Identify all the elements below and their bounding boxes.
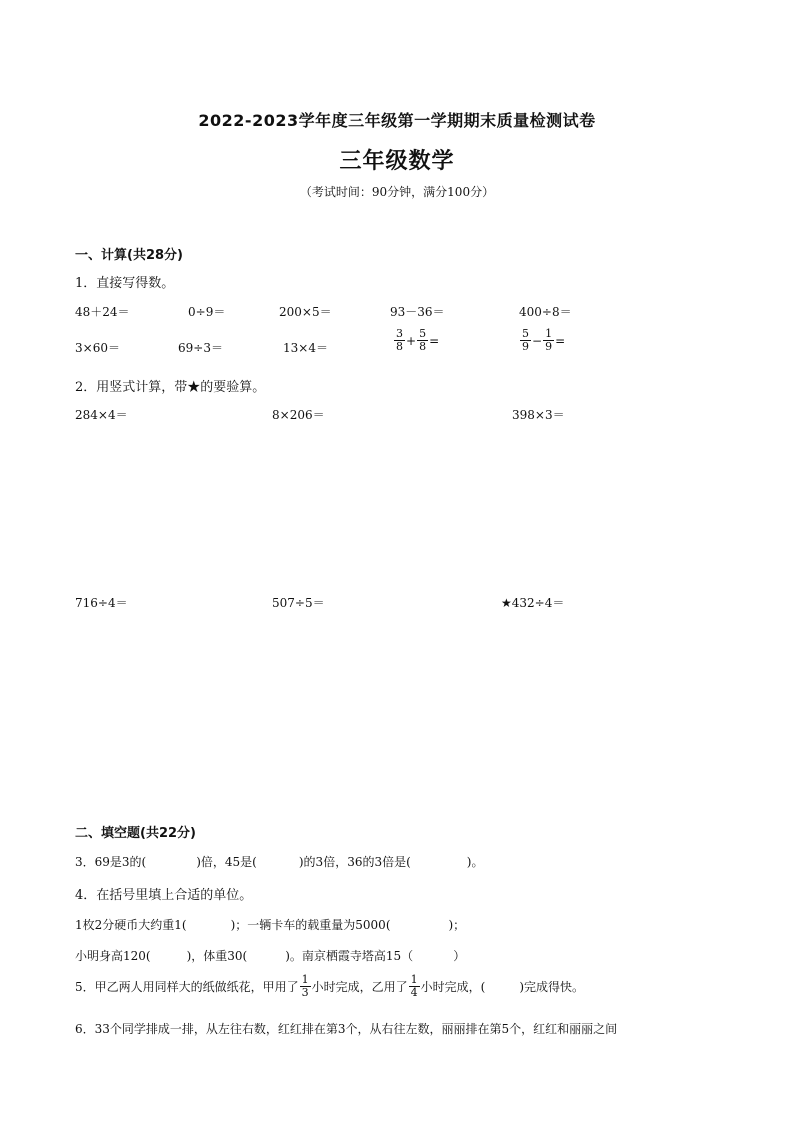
fraction: $\frac{1}{4}$ (410, 973, 418, 999)
section-1-heading: 一、计算(共28分) (75, 248, 183, 263)
question-1-label: 1．直接写得数。 (75, 276, 175, 291)
vertical-calc-item: ★432÷4＝ (501, 596, 565, 610)
section-2-heading: 二、填空题(共22分) (75, 826, 196, 841)
vertical-calc-item: 8×206＝ (272, 408, 325, 422)
question-4-line-2: 小明身高120( )，体重30( )。南京栖霞寺塔高15（ ） (75, 949, 466, 963)
calc-item: 400÷8＝ (519, 305, 572, 319)
calc-item: 69÷3＝ (178, 341, 223, 355)
fraction-expression-a: $\frac{3}{8}$ + $\frac{5}{8}$ = (396, 327, 440, 353)
question-6: 6．33个同学排成一排，从左往右数，红红排在第3个，从右往左数，丽丽排在第5个，红红和丽丽之间 (75, 1022, 618, 1036)
question-5: 5．甲乙两人用同样大的纸做纸花，甲用了 $\frac{1}{3}$ 小时完成，乙用了 $\frac{1}{4}$ 小时完成，( )完成得快。 (75, 973, 585, 999)
calc-item: 3×60＝ (75, 341, 120, 355)
fraction: $\frac{1}{9}$ (545, 327, 553, 353)
calc-item: 93－36＝ (390, 305, 445, 319)
question-4-label: 4．在括号里填上合适的单位。 (75, 888, 253, 903)
exam-title: 2022-2023学年度三年级第一学期期末质量检测试卷 (198, 111, 596, 130)
fraction-expression-b: $\frac{5}{9}$ − $\frac{1}{9}$ = (522, 327, 566, 353)
fraction: $\frac{5}{9}$ (522, 327, 529, 353)
vertical-calc-item: 716÷4＝ (75, 596, 128, 610)
question-2-label: 2．用竖式计算，带★的要验算。 (75, 380, 266, 395)
calc-item: 13×4＝ (283, 341, 328, 355)
fraction: $\frac{3}{8}$ (396, 327, 403, 353)
subject-title: 三年级数学 (339, 149, 455, 174)
fraction: $\frac{1}{3}$ (301, 973, 309, 999)
calc-item: 48＋24＝ (75, 305, 130, 319)
vertical-calc-item: 507÷5＝ (272, 596, 325, 610)
vertical-calc-item: 398×3＝ (512, 408, 565, 422)
exam-note: （考试时间：90分钟，满分100分） (299, 185, 495, 199)
vertical-calc-item: 284×4＝ (75, 408, 128, 422)
calc-item: 200×5＝ (279, 305, 332, 319)
calc-item: 0÷9＝ (188, 305, 226, 319)
question-3: 3．69是3的( )倍，45是( )的3倍，36的3倍是( )。 (75, 855, 484, 869)
question-4-line-1: 1枚2分硬币大约重1( )；一辆卡车的载重量为5000( )； (75, 918, 466, 932)
fraction: $\frac{5}{8}$ (419, 327, 427, 353)
